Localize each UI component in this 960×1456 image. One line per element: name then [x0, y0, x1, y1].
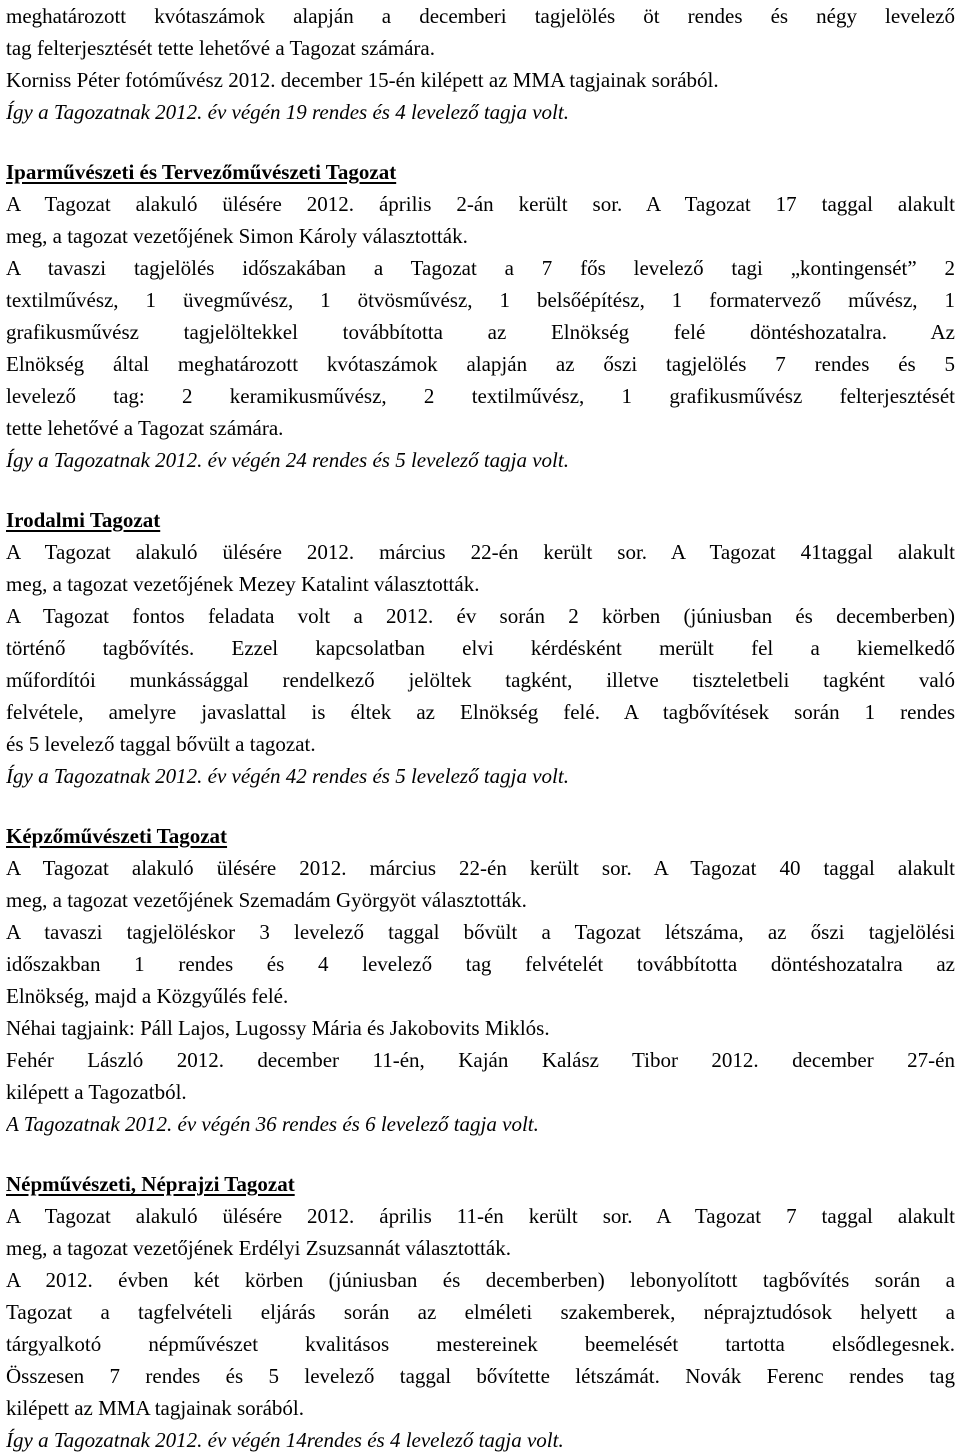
text-line: textilművész, 1 üvegművész, 1 ötvösművész, 1 belsőépítész, 1 formatervező művész, 1 — [6, 288, 955, 312]
section-kepzomuveszeti — [6, 820, 955, 1140]
text-line: A Tagozat fontos feladata volt a 2012. év során 2 körben (júniusban és decemberben) — [6, 604, 955, 628]
text-line: meghatározott kvótaszámok alapján a decemberi tagjelölés öt rendes és négy levelező — [6, 4, 955, 28]
section-nepmuveszeti — [6, 1168, 955, 1456]
section-spacer — [6, 792, 955, 820]
section-spacer — [6, 128, 955, 156]
text-line: Korniss Péter fotóművész 2012. december 15-én kilépett az MMA tagjainak sorából. — [6, 68, 719, 92]
document-page — [6, 0, 955, 1456]
text-line: A tavaszi tagjelöléskor 3 levelező taggal bővült a Tagozat létszáma, az őszi tagjelölési — [6, 920, 955, 944]
section-iparmuveszeti — [6, 156, 955, 476]
text-line: tag felterjesztését tette lehetővé a Tagozat számára. — [6, 36, 435, 60]
section-spacer — [6, 476, 955, 504]
text-line: történő tagbővítés. Ezzel kapcsolatban elvi kérdésként merült fel a kiemelkedő — [6, 636, 955, 660]
text-line: Elnökség által meghatározott kvótaszámok alapján az őszi tagjelölés 7 rendes és 5 — [6, 352, 955, 376]
text-line: Összesen 7 rendes és 5 levelező taggal bővítette létszámát. Novák Ferenc rendes tag — [6, 1364, 955, 1388]
text-line: A tavaszi tagjelölés időszakában a Tagozat a 7 fős levelező tagi „kontingensét” 2 — [6, 256, 955, 280]
section-heading: Irodalmi Tagozat — [6, 508, 161, 532]
intro-paragraph — [6, 0, 955, 128]
text-line: időszakban 1 rendes és 4 levelező tag felvételét továbbította döntéshozatalra az — [6, 952, 955, 976]
text-line: meg, a tagozat vezetőjének Simon Károly választották. — [6, 224, 468, 248]
text-line: grafikusművész tagjelöltekkel továbbította az Elnökség felé döntéshozatalra. Az — [6, 320, 955, 344]
text-line: kilépett az MMA tagjainak sorából. — [6, 1396, 305, 1420]
text-line: A Tagozat alakuló ülésére 2012. március 22-én került sor. A Tagozat 41taggal alakult — [6, 540, 955, 564]
text-line: és 5 levelező taggal bővült a tagozat. — [6, 732, 316, 756]
text-line: A Tagozat alakuló ülésére 2012. március 22-én került sor. A Tagozat 40 taggal alakult — [6, 856, 955, 880]
section-irodalmi — [6, 504, 955, 792]
text-line: Tagozat a tagfelvételi eljárás során az elméleti szakemberek, néprajztudósok helyett a — [6, 1300, 955, 1324]
text-line: A 2012. évben két körben (júniusban és decemberben) lebonyolított tagbővítés során a — [6, 1268, 955, 1292]
text-line: meg, a tagozat vezetőjének Szemadám Györgyöt választották. — [6, 888, 527, 912]
section-spacer — [6, 1140, 955, 1168]
text-line: A Tagozat alakuló ülésére 2012. április 2-án került sor. A Tagozat 17 taggal alakult — [6, 192, 955, 216]
section-heading: Képzőművészeti Tagozat — [6, 824, 228, 848]
text-line: levelező tag: 2 keramikusművész, 2 textilművész, 1 grafikusművész felterjesztését — [6, 384, 955, 408]
year-end-summary: A Tagozatnak 2012. év végén 36 rendes és 6 levelező tagja volt. — [6, 1112, 539, 1136]
year-end-summary: Így a Tagozatnak 2012. év végén 42 rendes és 5 levelező tagja volt. — [6, 764, 569, 788]
year-end-summary: Így a Tagozatnak 2012. év végén 19 rendes és 4 levelező tagja volt. — [6, 100, 569, 124]
text-line: felvétele, amelyre javaslattal is éltek az Elnökség felé. A tagbővítések során 1 rendes — [6, 700, 955, 724]
year-end-summary: Így a Tagozatnak 2012. év végén 14rendes és 4 levelező tagja volt. — [6, 1428, 564, 1452]
text-line: Elnökség, majd a Közgyűlés felé. — [6, 984, 289, 1008]
text-line: meg, a tagozat vezetőjének Erdélyi Zsuzsannát választották. — [6, 1236, 511, 1260]
text-line: Néhai tagjaink: Páll Lajos, Lugossy Mária és Jakobovits Miklós. — [6, 1016, 550, 1040]
section-heading: Iparművészeti és Tervezőművészeti Tagozat — [6, 160, 397, 184]
text-line: tárgyalkotó népművészet kvalitásos mestereinek beemelését tartotta elsődlegesnek. — [6, 1332, 955, 1356]
text-line: meg, a tagozat vezetőjének Mezey Katalint választották. — [6, 572, 480, 596]
text-line: kilépett a Tagozatból. — [6, 1080, 187, 1104]
text-line: Fehér László 2012. december 11-én, Kaján Kalász Tibor 2012. december 27-én — [6, 1048, 955, 1072]
year-end-summary: Így a Tagozatnak 2012. év végén 24 rendes és 5 levelező tagja volt. — [6, 448, 569, 472]
section-heading: Népművészeti, Néprajzi Tagozat — [6, 1172, 295, 1196]
text-line: A Tagozat alakuló ülésére 2012. április 11-én került sor. A Tagozat 7 taggal alakult — [6, 1204, 955, 1228]
text-line: tette lehetővé a Tagozat számára. — [6, 416, 284, 440]
text-line: műfordítói munkássággal rendelkező jelöltek tagként, illetve tiszteletbeli tagként való — [6, 668, 955, 692]
